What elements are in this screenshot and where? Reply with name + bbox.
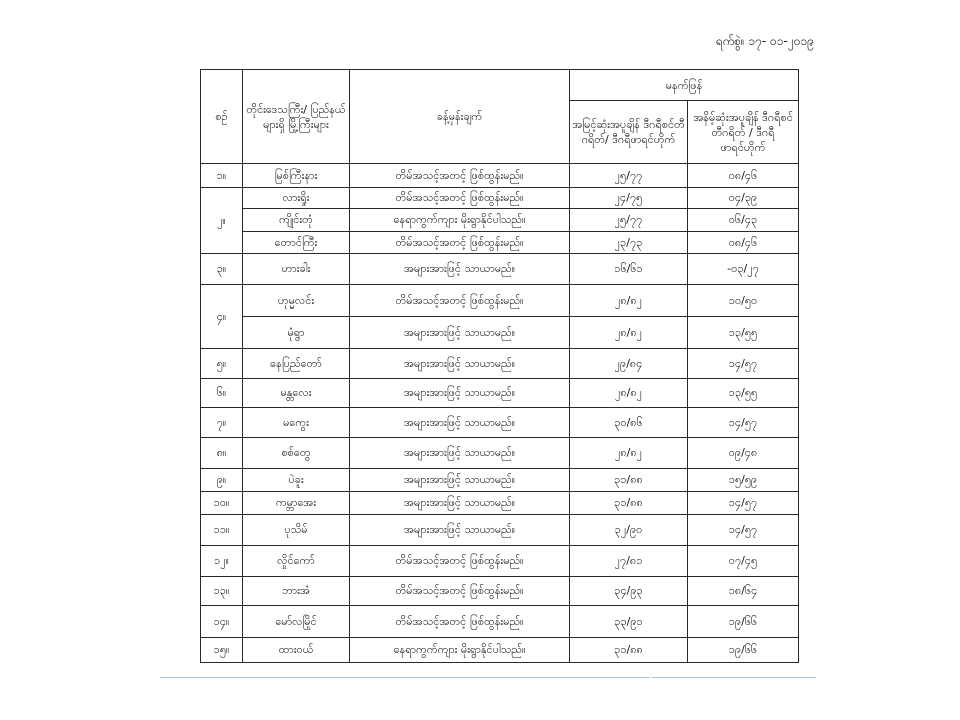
max-temp-cell: ၂၈/၈၂ [570, 317, 688, 349]
table-row [201, 546, 799, 577]
forecast-cell: တိမ်အသင့်အတင့် ဖြစ်ထွန်းမည်။ [350, 232, 570, 254]
forecast-cell: တိမ်အသင့်အတင့် ဖြစ်ထွန်းမည်။ [350, 188, 570, 209]
max-temp-cell: ၃၂/၉၀ [570, 515, 688, 546]
footer-divider-right [652, 677, 816, 678]
header-region: တိုင်းဒေသကြီး/ ပြည်နယ်များရှိ မြို့ကြီးများ [243, 70, 350, 164]
min-temp-cell: ၁၅/၅၉ [688, 469, 799, 492]
table-row [201, 492, 799, 515]
forecast-cell: အများအားဖြင့် သာယာမည်။ [350, 349, 570, 379]
forecast-cell: အများအားဖြင့် သာယာမည်။ [350, 469, 570, 492]
max-temp-cell: ၁၆/၆၁ [570, 254, 688, 285]
city-cell: မုံရွာ [243, 317, 350, 349]
serial-cell: ၁၁။ [201, 515, 243, 546]
max-temp-cell: ၃၃/၉၁ [570, 606, 688, 638]
city-cell: ဘားအံ [243, 577, 350, 606]
min-temp-cell: ၁၄/၅၇ [688, 515, 799, 546]
table-row [201, 317, 799, 349]
forecast-cell: အများအားဖြင့် သာယာမည်။ [350, 438, 570, 469]
min-temp-cell: ၁၄/၅၇ [688, 349, 799, 379]
table-row [201, 285, 799, 317]
table-row [201, 515, 799, 546]
table-row [201, 408, 799, 438]
min-temp-cell: ၁၄/၅၇ [688, 408, 799, 438]
table-header [201, 70, 799, 164]
max-temp-cell: ၃၁/၈၈ [570, 492, 688, 515]
city-cell: စစ်တွေ [243, 438, 350, 469]
forecast-cell: တိမ်အသင့်အတင့် ဖြစ်ထွန်းမည်။ [350, 285, 570, 317]
forecast-cell: တိမ်အသင့်အတင့် ဖြစ်ထွန်းမည်။ [350, 606, 570, 638]
max-temp-cell: ၂၅/၇၇ [570, 164, 688, 188]
min-temp-cell: ၀၆/၄၃ [688, 209, 799, 232]
table-row [201, 254, 799, 285]
forecast-cell: အများအားဖြင့် သာယာမည်။ [350, 379, 570, 408]
min-temp-cell: ၀၈/၄၆ [688, 232, 799, 254]
serial-cell: ၁၅။ [201, 638, 243, 663]
serial-cell: ၉။ [201, 469, 243, 492]
city-cell: နေပြည်တော် [243, 349, 350, 379]
max-temp-cell: ၂၇/၈၁ [570, 546, 688, 577]
table-body [201, 164, 799, 663]
min-temp-cell: ၁၉/၆၆ [688, 606, 799, 638]
table-row [201, 606, 799, 638]
serial-cell: ၃။ [201, 254, 243, 285]
forecast-cell: နေရာကွက်ကျား မိုးရွာနိုင်ပါသည်။ [350, 209, 570, 232]
max-temp-cell: ၂၅/၇၇ [570, 209, 688, 232]
table-row [201, 469, 799, 492]
max-temp-cell: ၂၃/၇၃ [570, 232, 688, 254]
forecast-cell: အများအားဖြင့် သာယာမည်။ [350, 492, 570, 515]
header-max-temp: အမြင့်ဆုံးအပူချိန် ဒီဂရီစင်တီဂရိတ်/ ဒီဂရီဖာရင်ဟိုက် [570, 101, 688, 164]
max-temp-cell: ၂၈/၈၂ [570, 438, 688, 469]
forecast-cell: အများအားဖြင့် သာယာမည်။ [350, 408, 570, 438]
min-temp-cell: -၀၃/၂၇ [688, 254, 799, 285]
serial-cell: ၅။ [201, 349, 243, 379]
city-cell: ပဲခူး [243, 469, 350, 492]
min-temp-cell: ၁၀/၅၀ [688, 285, 799, 317]
footer-divider-left [160, 677, 650, 678]
table-row [201, 577, 799, 606]
city-cell: ဟုမ္မလင်း [243, 285, 350, 317]
city-cell: မကွေး [243, 408, 350, 438]
table-row [201, 188, 799, 209]
weather-forecast-table [200, 69, 799, 663]
max-temp-cell: ၃၁/၈၈ [570, 638, 688, 663]
city-cell: လှိုင်ကော် [243, 546, 350, 577]
max-temp-cell: ၃၀/၈၆ [570, 408, 688, 438]
city-cell: ကျိုင်းတုံ [243, 209, 350, 232]
table-row [201, 379, 799, 408]
table-row [201, 232, 799, 254]
city-cell: မြစ်ကြီးနား [243, 164, 350, 188]
serial-cell: ၈။ [201, 438, 243, 469]
city-cell: ဟားခါး [243, 254, 350, 285]
forecast-cell: တိမ်အသင့်အတင့် ဖြစ်ထွန်းမည်။ [350, 546, 570, 577]
serial-cell: ၁။ [201, 164, 243, 188]
serial-cell: ၂။ [201, 188, 243, 254]
header-tomorrow: မနက်ဖြန် [570, 70, 799, 101]
forecast-cell: အများအားဖြင့် သာယာမည်။ [350, 317, 570, 349]
table-row [201, 638, 799, 663]
min-temp-cell: ၁၃/၅၅ [688, 317, 799, 349]
city-cell: ပုသိမ် [243, 515, 350, 546]
forecast-cell: တိမ်အသင့်အတင့် ဖြစ်ထွန်းမည်။ [350, 164, 570, 188]
min-temp-cell: ၀၇/၄၅ [688, 546, 799, 577]
forecast-cell: အများအားဖြင့် သာယာမည်။ [350, 254, 570, 285]
min-temp-cell: ၁၃/၅၅ [688, 379, 799, 408]
min-temp-cell: ၁၈/၆၄ [688, 577, 799, 606]
forecast-cell: အများအားဖြင့် သာယာမည်။ [350, 515, 570, 546]
max-temp-cell: ၂၄/၇၅ [570, 188, 688, 209]
max-temp-cell: ၃၁/၈၈ [570, 469, 688, 492]
table-row [201, 164, 799, 188]
min-temp-cell: ၁၉/၆၆ [688, 638, 799, 663]
serial-cell: ၁၄။ [201, 606, 243, 638]
header-forecast: ခန့်မှန်းချက် [350, 70, 570, 164]
min-temp-cell: ၀၄/၃၉ [688, 188, 799, 209]
city-cell: မန္တလေး [243, 379, 350, 408]
max-temp-cell: ၂၈/၈၂ [570, 285, 688, 317]
table-row [201, 438, 799, 469]
serial-cell: ၄။ [201, 285, 243, 349]
date-label: ရက်စွဲ။ ၁၇- ၀၁-၂၀၁၉ [715, 34, 814, 48]
table-row [201, 209, 799, 232]
city-cell: ကမ္ဘာအေး [243, 492, 350, 515]
min-temp-cell: ၀၈/၄၆ [688, 164, 799, 188]
forecast-cell: နေရာကွက်ကျား မိုးရွာနိုင်ပါသည်။ [350, 638, 570, 663]
max-temp-cell: ၂၈/၈၂ [570, 379, 688, 408]
serial-cell: ၁၃။ [201, 577, 243, 606]
city-cell: ထားဝယ် [243, 638, 350, 663]
max-temp-cell: ၃၄/၉၃ [570, 577, 688, 606]
header-serial: စဉ် [201, 70, 243, 164]
serial-cell: ၁၀။ [201, 492, 243, 515]
city-cell: မော်လမြိုင် [243, 606, 350, 638]
serial-cell: ၇။ [201, 408, 243, 438]
city-cell: တောင်ကြီး [243, 232, 350, 254]
header-min-temp: အနိမ့်ဆုံးအပူချိန် ဒီဂရီစင်တီဂရိတ် / ဒီဂရီဖာရင်ဟိုက် [688, 101, 799, 164]
table-row [201, 349, 799, 379]
max-temp-cell: ၂၉/၈၄ [570, 349, 688, 379]
forecast-cell: တိမ်အသင့်အတင့် ဖြစ်ထွန်းမည်။ [350, 577, 570, 606]
city-cell: လားရှိုး [243, 188, 350, 209]
min-temp-cell: ၀၉/၄၈ [688, 438, 799, 469]
min-temp-cell: ၁၄/၅၇ [688, 492, 799, 515]
serial-cell: ၆။ [201, 379, 243, 408]
serial-cell: ၁၂။ [201, 546, 243, 577]
